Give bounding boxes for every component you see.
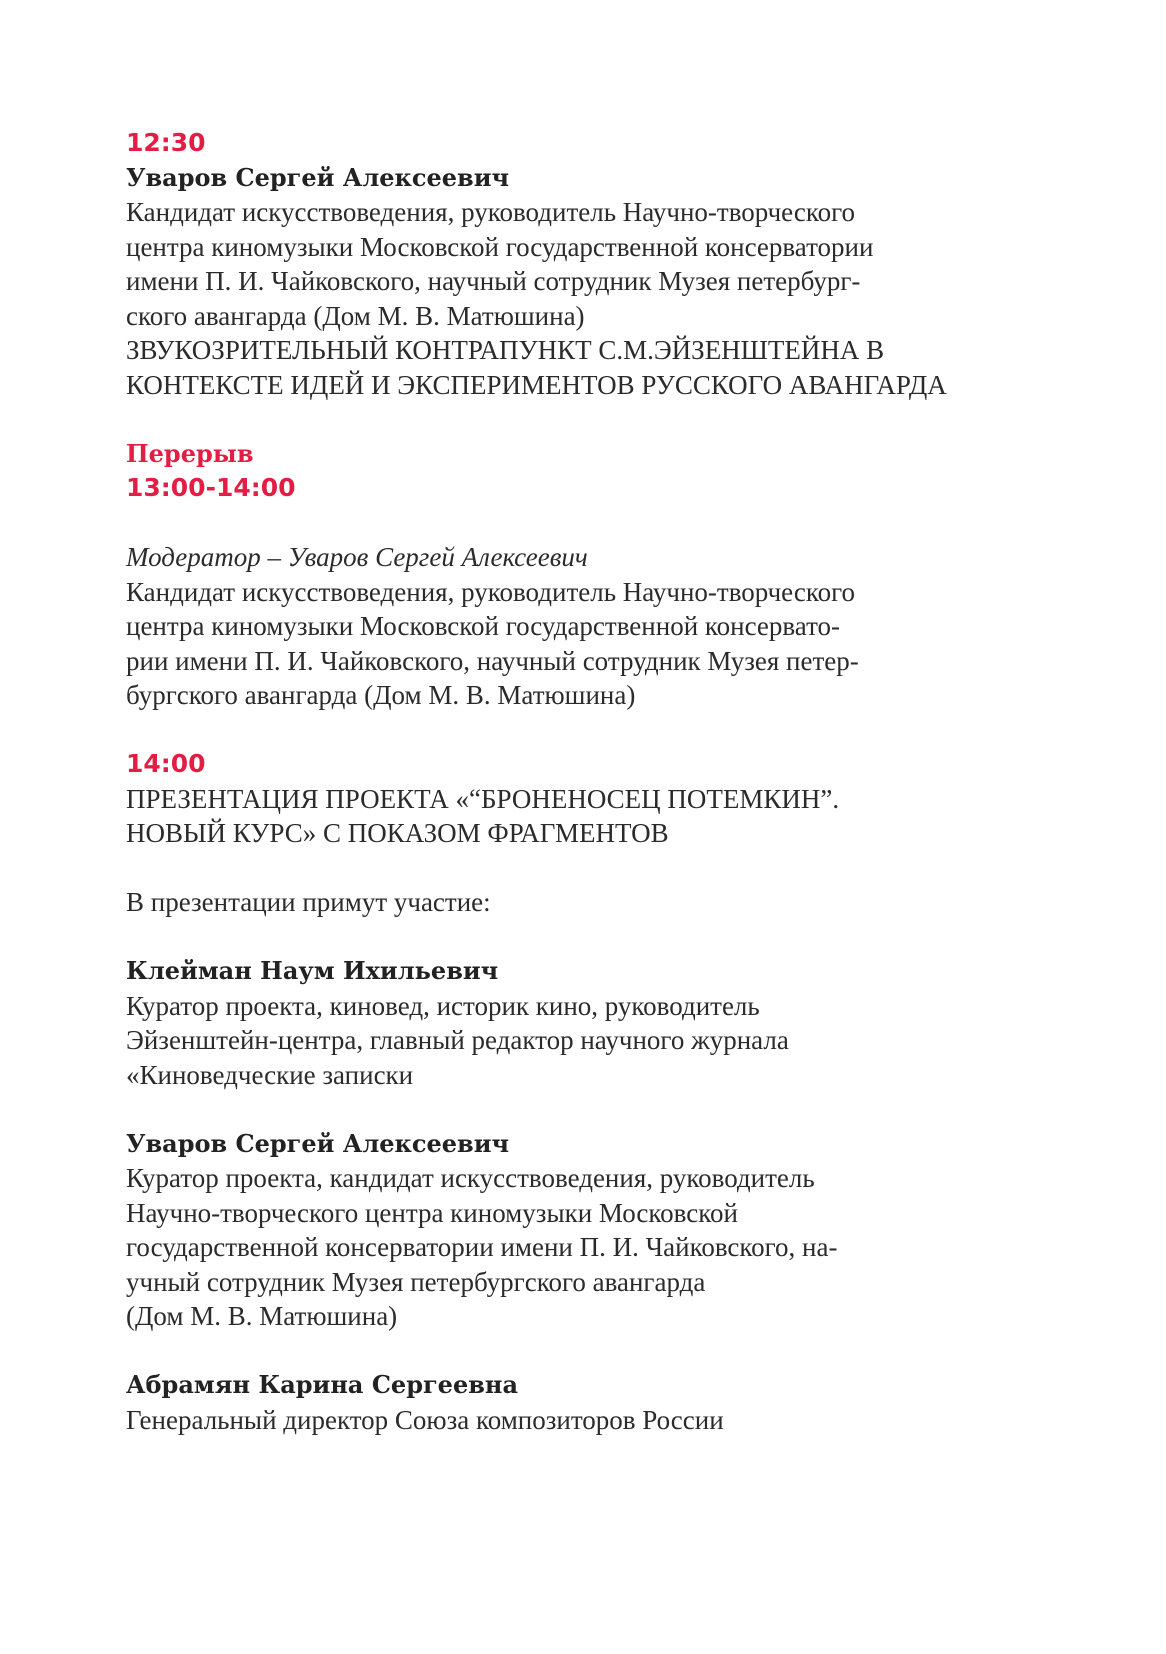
spacer: [126, 851, 1046, 886]
participant: [126, 1127, 1046, 1334]
participants-intro: В презентации примут участие:: [126, 887, 491, 917]
participant-name: Клейман Наум Ихильевич: [126, 956, 499, 985]
talk-title-line: КОНТЕКСТЕ ИДЕЙ И ЭКСПЕРИМЕНТОВ РУССКОГО АВАНГАРДА: [126, 369, 947, 400]
presentation-title-line: ПРЕЗЕНТАЦИЯ ПРОЕКТА «“БРОНЕНОСЕЦ ПОТЕМКИН”.: [126, 783, 840, 814]
participant-bio-line: Куратор проекта, киновед, историк кино, руководитель: [126, 990, 760, 1021]
break-label: Перерыв: [126, 438, 254, 468]
speaker-bio-line: ского авангарда (Дом М. В. Матюшина): [126, 300, 585, 331]
spacer: [126, 506, 1046, 541]
spacer: [126, 1092, 1046, 1127]
session-time: 14:00: [126, 749, 206, 778]
spacer: [126, 1334, 1046, 1369]
participant-name: Уваров Сергей Алексеевич: [126, 1128, 510, 1158]
speaker-bio-line: имени П. И. Чайковского, научный сотрудник Музея петербург-: [126, 266, 861, 296]
participant-bio-line: Куратор проекта, кандидат искусствоведения, руководитель: [126, 1163, 815, 1193]
presentation-title-line: НОВЫЙ КУРС» С ПОКАЗОМ ФРАГМЕНТОВ: [126, 818, 669, 848]
session-1230: [126, 126, 1046, 402]
participant-bio-line: Научно-творческого центра киномузыки Московской: [126, 1197, 738, 1228]
spacer: [126, 402, 1046, 437]
session-1400: [126, 747, 1046, 1437]
talk-title-line: ЗВУКОЗРИТЕЛЬНЫЙ КОНТРАПУНКТ С.М.ЭЙЗЕНШТЕЙНА В: [126, 335, 885, 365]
participant-bio-line: государственной консерватории имени П. И. Чайковского, на-: [126, 1232, 838, 1262]
speaker-bio-line: Кандидат искусствоведения, руководитель Научно-творческого: [126, 197, 855, 227]
participant-bio-line: Генеральный директор Союза композиторов России: [126, 1404, 724, 1435]
moderator-bio-line: Кандидат искусствоведения, руководитель Научно-творческого: [126, 576, 855, 607]
speaker-name: Уваров Сергей Алексеевич: [126, 162, 510, 192]
session-time: 12:30: [126, 128, 206, 157]
participant-bio-line: учный сотрудник Музея петербургского авангарда: [126, 1266, 706, 1297]
spacer: [126, 713, 1046, 748]
moderator-bio-line: центра киномузыки Московской государственной консервато-: [126, 611, 840, 641]
participant-name: Абрамян Карина Сергеевна: [126, 1370, 519, 1399]
moderator-bio-line: рии имени П. И. Чайковского, научный сотрудник Музея петер-: [126, 645, 859, 676]
participant-bio-line: «Киноведческие записки: [126, 1059, 414, 1090]
participant: [126, 954, 1046, 1092]
moderator-label: Модератор – Уваров Сергей Алексеевич: [126, 542, 588, 572]
participant-bio-line: Эйзенштейн-центра, главный редактор научного журнала: [126, 1025, 789, 1055]
break-section: [126, 437, 1046, 506]
participant: [126, 1368, 1046, 1437]
break-time: 13:00-14:00: [126, 473, 296, 502]
speaker-bio-line: центра киномузыки Московской государственной консерватории: [126, 231, 874, 262]
moderator-section: [126, 540, 1046, 713]
program-page: [126, 126, 1046, 1437]
participant-bio-line: (Дом М. В. Матюшина): [126, 1301, 398, 1331]
spacer: [126, 920, 1046, 955]
moderator-bio-line: бургского авангарда (Дом М. В. Матюшина): [126, 680, 636, 710]
